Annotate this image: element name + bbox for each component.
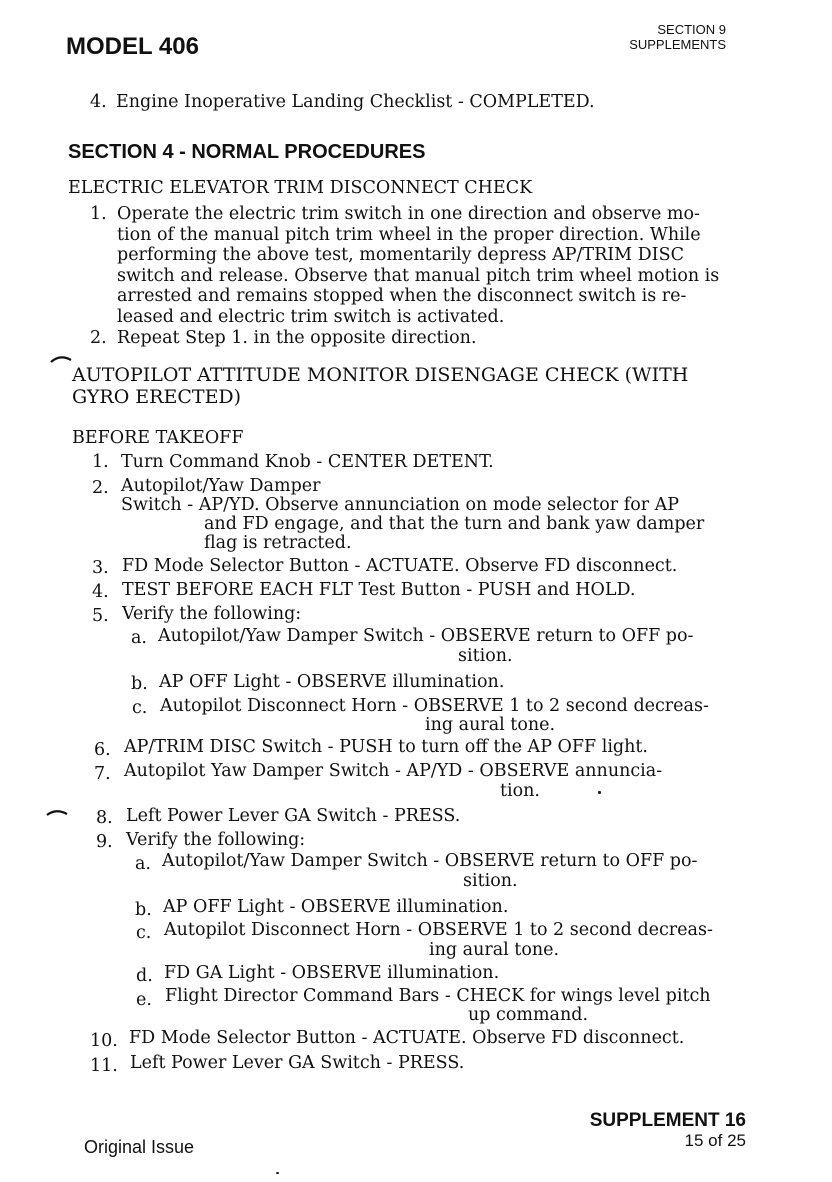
bt-5c-line: Autopilot Disconnect Horn - OBSERVE 1 to 2 second decreas- [160, 696, 709, 716]
attitude-check-title [72, 364, 688, 408]
bt-step-2-number: 2. [92, 478, 109, 498]
bt-step-3-number: 3. [92, 558, 109, 578]
model-title: MODEL 406 [66, 33, 199, 60]
bt-5a-line: sition. [458, 646, 513, 666]
trim-step-1-text [117, 204, 729, 327]
bt-step-11-text: Left Power Lever GA Switch - PRESS. [130, 1053, 465, 1073]
bt-9c-label: c. [136, 923, 152, 943]
bt-step-7-line: tion. [500, 781, 540, 801]
revision-mark-icon [50, 354, 72, 364]
bt-step-4-number: 4. [92, 582, 109, 602]
speck-mark [276, 1172, 279, 1174]
bt-step-9-number: 9. [96, 832, 113, 852]
bt-step-1-text: Turn Command Knob - CENTER DETENT. [121, 452, 494, 472]
attitude-title-line: GYRO ERECTED) [72, 386, 242, 408]
bt-5c-line: ing aural tone. [425, 715, 556, 735]
bt-step-5-number: 5. [92, 606, 109, 626]
bt-9c-line: Autopilot Disconnect Horn - OBSERVE 1 to 2 second decreas- [164, 920, 713, 940]
trim-step-1-line: Operate the electric trim switch in one direction and observe mo- [117, 204, 700, 224]
bt-step-5-text: Verify the following: [122, 604, 302, 624]
trim-step-1-line: arrested and remains stopped when the disconnect switch is re- [117, 286, 687, 306]
bt-step-8-number: 8. [96, 808, 113, 828]
bt-step-2-line: Switch - AP/YD. Observe annunciation on mode selector for AP [121, 495, 680, 515]
trim-step-1-line: tion of the manual pitch trim wheel in the proper direction. While [117, 224, 701, 245]
bt-9a-line: Autopilot/Yaw Damper Switch - OBSERVE return to OFF po- [162, 851, 698, 871]
bt-5b-label: b. [131, 674, 148, 694]
bt-9d-line: FD GA Light - OBSERVE illumination. [164, 963, 500, 983]
bt-step-10-number: 10. [90, 1031, 118, 1051]
bt-step-9-text: Verify the following: [126, 830, 306, 850]
trim-step-1-line: leased and electric trim switch is activated. [117, 306, 505, 327]
bt-step-3-text: FD Mode Selector Button - ACTUATE. Observe FD disconnect. [122, 556, 678, 576]
bt-step-2-line: flag is retracted. [204, 533, 352, 553]
bt-9e-label: e. [136, 990, 152, 1010]
section-heading: SECTION 4 - NORMAL PROCEDURES [68, 141, 426, 163]
speck-mark [598, 791, 601, 794]
section-label [629, 22, 726, 52]
bt-step-2-line: and FD engage, and that the turn and bank yaw damper [204, 514, 705, 534]
trim-step-2-number: 2. [90, 328, 107, 348]
revision-mark-icon [46, 808, 68, 818]
attitude-title-line: AUTOPILOT ATTITUDE MONITOR DISENGAGE CHECK (WITH [72, 364, 689, 386]
supplement-number: SUPPLEMENT 16 [589, 1110, 746, 1131]
bt-5b-line: AP OFF Light - OBSERVE illumination. [159, 672, 505, 692]
bt-5a-line: Autopilot/Yaw Damper Switch - OBSERVE return to OFF po- [158, 626, 694, 646]
trim-step-1-line: switch and release. Observe that manual pitch trim wheel motion is [117, 265, 720, 286]
trim-check-title: ELECTRIC ELEVATOR TRIM DISCONNECT CHECK [68, 178, 533, 198]
issue-label: Original Issue [84, 1137, 195, 1157]
bt-9b-label: b. [135, 900, 152, 920]
bt-9e-line: up command. [468, 1005, 589, 1025]
top-item-number: 4. [90, 92, 107, 112]
bt-5a-label: a. [131, 628, 147, 648]
bt-9b-line: AP OFF Light - OBSERVE illumination. [163, 897, 509, 917]
bt-step-1-number: 1. [92, 452, 109, 472]
section-subtitle: SUPPLEMENTS [629, 37, 726, 52]
page-number: 15 of 25 [684, 1131, 746, 1150]
bt-9d-label: d. [136, 966, 153, 986]
bt-step-7-number: 7. [94, 764, 111, 784]
bt-step-7-line: Autopilot Yaw Damper Switch - AP/YD - OBSERVE annuncia- [124, 761, 663, 781]
trim-step-1-line: performing the above test, momentarily depress AP/TRIM DISC [117, 245, 684, 265]
bt-step-8-text: Left Power Lever GA Switch - PRESS. [126, 806, 461, 826]
before-takeoff-title: BEFORE TAKEOFF [72, 428, 244, 448]
bt-step-11-number: 11. [90, 1056, 118, 1076]
top-item-text: Engine Inoperative Landing Checklist - COMPLETED. [116, 92, 595, 112]
bt-9e-line: Flight Director Command Bars - CHECK for wings level pitch [165, 986, 711, 1006]
section-number: SECTION 9 [657, 22, 726, 37]
bt-5c-label: c. [132, 698, 148, 718]
bt-step-6-text: AP/TRIM DISC Switch - PUSH to turn off the AP OFF light. [124, 737, 648, 757]
bt-9a-line: sition. [463, 871, 518, 891]
bt-step-4-text: TEST BEFORE EACH FLT Test Button - PUSH and HOLD. [122, 580, 636, 600]
trim-step-1-number: 1. [90, 204, 107, 224]
bt-step-6-number: 6. [94, 740, 111, 760]
bt-9c-line: ing aural tone. [429, 940, 560, 960]
bt-9a-label: a. [135, 854, 151, 874]
bt-step-10-text: FD Mode Selector Button - ACTUATE. Observe FD disconnect. [129, 1028, 685, 1048]
trim-step-2-text: Repeat Step 1. in the opposite direction. [117, 328, 477, 348]
bt-step-2-line: Autopilot/Yaw Damper [121, 476, 321, 496]
